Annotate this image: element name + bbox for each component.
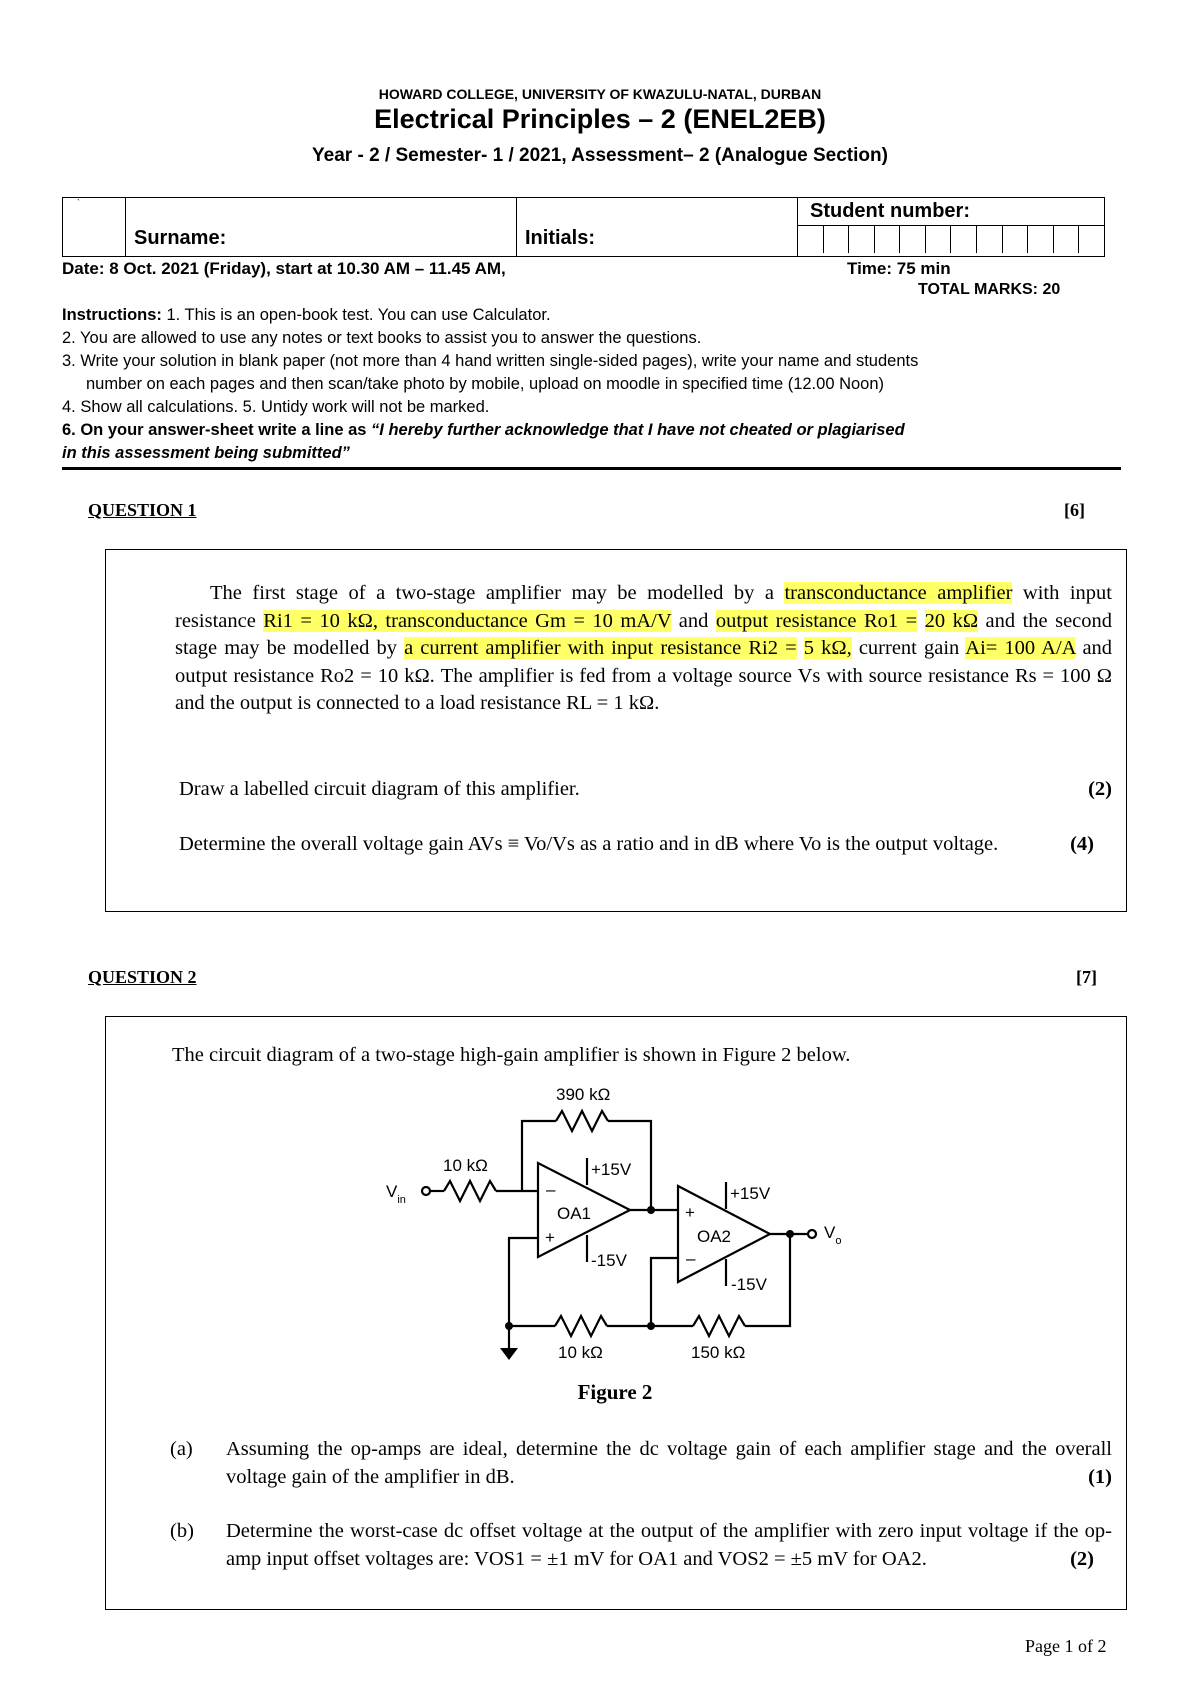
- label-oa1-minus15: -15V: [591, 1251, 627, 1270]
- q1-task-2-text: Determine the overall voltage gain AVs ≡ Vo/Vs as a ratio and in dB where Vo is the output voltage.: [179, 833, 999, 855]
- resistor-10k-input: [444, 1181, 496, 1201]
- vo-subscript: o: [835, 1235, 842, 1247]
- question-1-marks: [6]: [1064, 500, 1085, 520]
- label-oa2: OA2: [697, 1227, 732, 1246]
- q1-text-4: and the second stage may be modelled by: [175, 609, 1113, 659]
- label-oa1-plus15: +15V: [591, 1160, 632, 1179]
- page-number: Page 1 of 2: [1025, 1636, 1107, 1656]
- instruction-6-prefix: 6. On your answer-sheet write a line as: [62, 421, 372, 439]
- q1-text-5: current gain: [858, 637, 960, 659]
- instructions-label: Instructions:: [62, 306, 162, 324]
- junction-dot: [505, 1322, 513, 1330]
- resistor-10k-ground: [555, 1316, 607, 1336]
- q1-task-2-marks: (4): [1070, 833, 1094, 855]
- question-2-marks: [7]: [1076, 967, 1097, 987]
- q2b-marks: (2): [1070, 1547, 1094, 1570]
- q1-text-2: with input resistance: [175, 582, 1112, 632]
- exam-time: Time: 75 min: [847, 259, 951, 278]
- label-vin: [386, 1182, 406, 1206]
- resistor-390k: [556, 1111, 608, 1131]
- wire: [651, 1258, 678, 1326]
- q1-highlight-4: 20 kΩ: [924, 609, 979, 632]
- label-390k: 390 kΩ: [556, 1085, 611, 1104]
- oa1-noninverting-sign: +: [545, 1228, 555, 1247]
- vin-subscript: in: [397, 1194, 406, 1206]
- oa1-inverting-sign: –: [546, 1180, 556, 1199]
- question-1-title: QUESTION 1: [88, 500, 197, 520]
- junction-dot: [647, 1322, 655, 1330]
- instruction-6-cont: in this assessment being submitted”: [62, 444, 350, 462]
- instruction-2: 2. You are allowed to use any notes or text books to assist you to answer the questions.: [62, 329, 702, 347]
- label-oa1: OA1: [557, 1204, 592, 1223]
- instruction-3: 3. Write your solution in blank paper (not more than 4 hand written single-sided pages), write your name and students: [62, 352, 919, 370]
- initials-label: Initials:: [525, 227, 596, 249]
- instruction-1-text: 1. This is an open-book test. You can use Calculator.: [161, 306, 551, 324]
- ground-icon: [500, 1348, 518, 1360]
- student-number-label: Student number:: [810, 200, 970, 222]
- q2a-text: Assuming the op-amps are ideal, determine the dc voltage gain of each amplifier stage and the overall voltage gain of the amplifier in dB.: [226, 1438, 1112, 1488]
- label-vo: [824, 1223, 841, 1247]
- q1-task-1-text: Draw a labelled circuit diagram of this amplifier.: [179, 778, 580, 800]
- q1-highlight-3: output resistance Ro1 =: [715, 609, 918, 632]
- q1-task-1-marks: (2): [1088, 778, 1112, 800]
- figure-caption: Figure 2: [577, 1380, 653, 1404]
- q2a-label: (a): [170, 1438, 193, 1460]
- corner-mark: `: [63, 198, 126, 257]
- q1-text-1: The first stage of a two-stage amplifier may be modelled by a: [210, 582, 774, 604]
- q2b-text: Determine the worst-case dc offset voltage at the output of the amplifier with zero input voltage if the op-amp input offset voltages are: VOS1 = ±1 mV for OA1 and VOS2 = ±5 mV for OA2.: [226, 1520, 1112, 1570]
- q1-highlight-1: transconductance amplifier: [784, 582, 1013, 604]
- wire: [509, 1238, 538, 1326]
- surname-label: Surname:: [134, 227, 227, 249]
- q1-text-6: and output resistance Ro2 = 10 kΩ. The amplifier is fed from a voltage source Vs with source resistance Rs = 100 Ω and the output is connected to a load resistance RL = 1 kΩ.: [175, 637, 1113, 714]
- oa2-noninverting-sign: +: [685, 1203, 695, 1222]
- q1-highlight-5: a current amplifier with input resistance Ri2 =: [404, 637, 797, 659]
- q1-text-3: and: [678, 609, 709, 632]
- instruction-3-cont: number on each pages and then scan/take photo by mobile, upload on moodle in specified time (12.00 Noon): [86, 375, 885, 393]
- question-2-title: QUESTION 2: [88, 967, 197, 987]
- label-oa2-plus15: +15V: [730, 1184, 771, 1203]
- instruction-4: 4. Show all calculations. 5. Untidy work will not be marked.: [62, 398, 490, 416]
- q2-intro: The circuit diagram of a two-stage high-gain amplifier is shown in Figure 2 below.: [172, 1044, 851, 1066]
- total-marks: TOTAL MARKS: 20: [918, 281, 1061, 298]
- course-title: Electrical Principles – 2 (ENEL2EB): [374, 104, 826, 134]
- q1-highlight-7: Ai= 100 A/A: [965, 637, 1076, 659]
- junction-dot: [786, 1230, 794, 1238]
- q1-highlight-6: 5 kΩ,: [803, 637, 852, 659]
- label-10k-input: 10 kΩ: [443, 1156, 488, 1175]
- vin-main: V: [386, 1182, 398, 1201]
- vo-main: V: [824, 1223, 836, 1242]
- label-150k: 150 kΩ: [691, 1343, 746, 1362]
- q2a-marks: (1): [1088, 1465, 1112, 1488]
- label-10k-ground: 10 kΩ: [558, 1343, 603, 1362]
- instruction-6-quote: “I hereby further acknowledge that I have not cheated or plagiarised: [371, 421, 905, 439]
- assessment-line: Year - 2 / Semester- 1 / 2021, Assessment– 2 (Analogue Section): [312, 145, 888, 166]
- label-oa2-minus15: -15V: [731, 1275, 767, 1294]
- q2b: [226, 1518, 1112, 1573]
- q1-highlight-2: Ri1 = 10 kΩ, transconductance Gm = 10 mA/V: [263, 609, 672, 632]
- resistor-150k: [693, 1316, 745, 1336]
- q2a: [226, 1436, 1112, 1491]
- vo-terminal: [808, 1230, 816, 1238]
- exam-date: Date: 8 Oct. 2021 (Friday), start at 10.30 AM – 11.45 AM,: [62, 259, 506, 278]
- oa2-inverting-sign: –: [686, 1249, 696, 1268]
- q2b-label: (b): [170, 1520, 194, 1542]
- college-name: HOWARD COLLEGE, UNIVERSITY OF KWAZULU-NATAL, DURBAN: [378, 86, 822, 102]
- junction-dot: [647, 1206, 655, 1214]
- vin-terminal: [422, 1187, 430, 1195]
